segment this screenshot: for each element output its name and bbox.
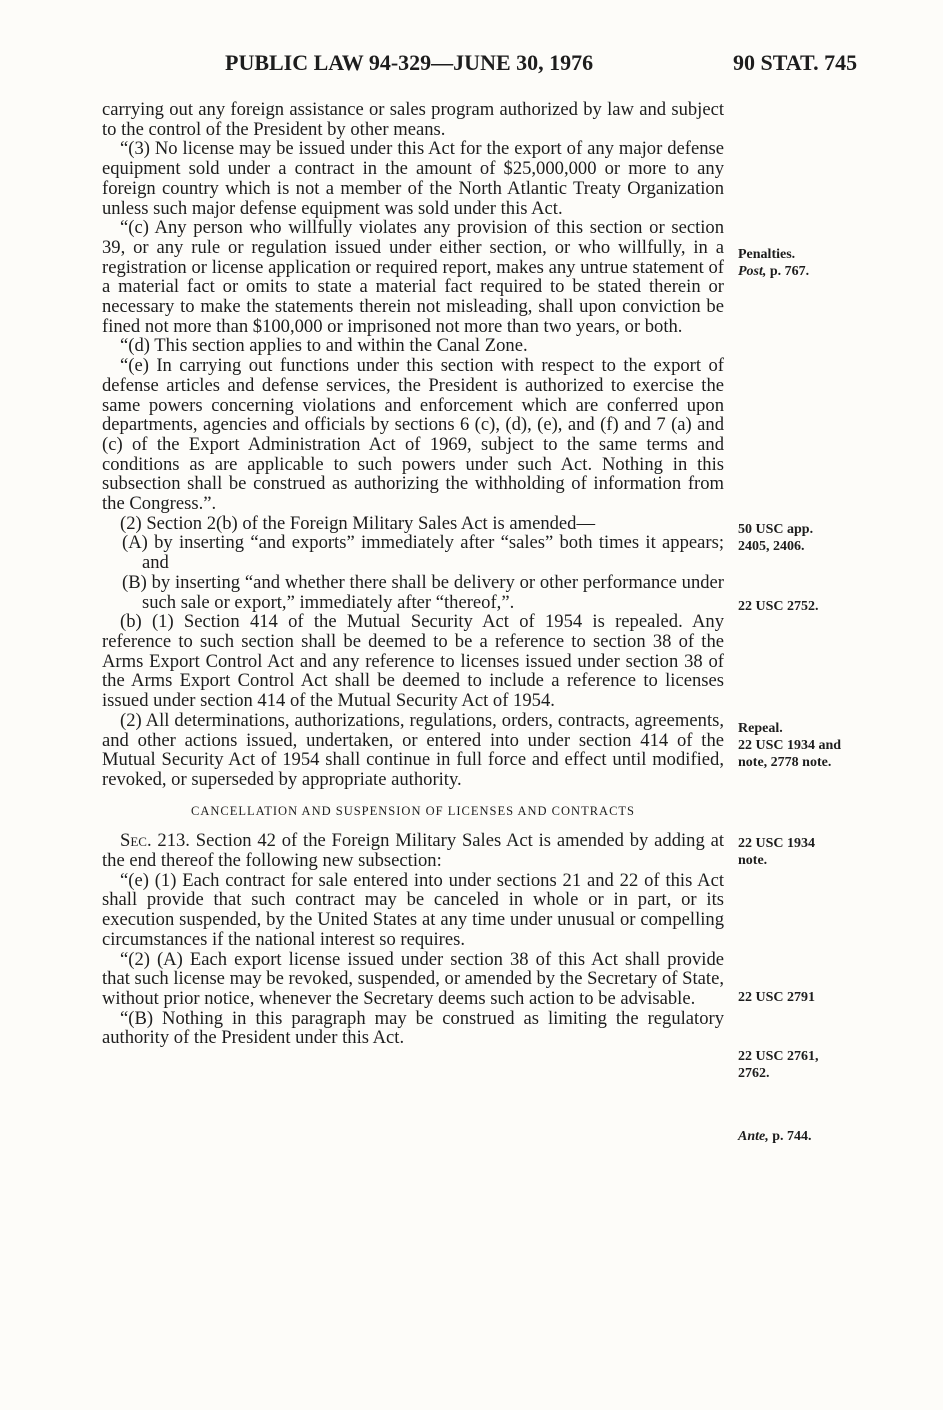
paragraph: “(e) (1) Each contract for sale entered into under sections 21 and 22 of this Act shall provide that such contract may be canceled in whole or in part, or its execution suspended, by the United States at any time under unusual or compelling circumstances if the national interest so requires. — [102, 869, 724, 950]
paragraph — [102, 831, 724, 870]
paragraph: “(3) No license may be issued under this Act for the export of any major defense equipment sold under a contract in the amount of $25,000,000 or more to any foreign country which is not a member of the North Atlantic Treaty Organization unless such major defense equipment was sold under this Act. — [102, 138, 724, 219]
section-label: Sec. 213. — [120, 830, 190, 852]
margin-note-usc-2791: 22 USC 2791 — [738, 990, 816, 1005]
paragraph: “(d) This section applies to and within the Canal Zone. — [120, 335, 528, 357]
paragraph: “(2) (A) Each export license issued under section 38 of this Act shall provide that such license may be revoked, suspended, or amended by the Secretary of State, without prior notice, whenever the Secretary deems such action to be advisable. — [102, 948, 724, 1009]
paragraph: “(B) Nothing in this paragraph may be construed as limiting the regulatory authority of the President under this Act. — [102, 1007, 724, 1049]
paragraph: carrying out any foreign assistance or sales program authorized by law and subject to the control of the President by other means. — [102, 99, 724, 140]
margin-note-usc-2752: 22 USC 2752. — [738, 599, 819, 614]
page-header — [0, 50, 943, 80]
margin-note-repeal: Repeal. 22 USC 1934 and note, 2778 note. — [738, 721, 842, 770]
header-title: PUBLIC LAW 94-329—JUNE 30, 1976 — [225, 50, 594, 75]
section-text: Section 42 of the Foreign Military Sales Act is amended by adding at the end thereof the following new subsection: — [102, 830, 724, 872]
section-heading: CANCELLATION AND SUSPENSION OF LICENSES AND CONTRACTS — [190, 803, 635, 818]
header-page-number: 90 STAT. 745 — [733, 50, 858, 75]
paragraph: (A) by inserting “and exports” immediately after “sales” both times it appears; and — [122, 532, 724, 574]
paragraph: (b) (1) Section 414 of the Mutual Security Act of 1954 is repealed. Any reference to such section shall be deemed to be a reference to section 38 of the Arms Export Control Act and any reference to licenses issued under section 38 of the Arms Export Control Act shall be deemed to include a reference to licenses issued under section 414 of the Mutual Security Act of 1954. — [102, 611, 724, 712]
body-text — [102, 100, 724, 1048]
paragraph: “(c) Any person who willfully violates any provision of this section or section 39, or any rule or regulation issued under either section, or who willfully, in a registration or license application or required report, makes any untrue statement of a material fact or omits to state a material fact required to be stated therein or necessary to make the statements therein not misleading, shall upon conviction be fined not more than $100,000 or imprisoned not more than two years, or both. — [102, 217, 724, 337]
margin-note-usc-1934: 22 USC 1934 note. — [738, 836, 816, 868]
paragraph: “(e) In carrying out functions under this section with respect to the export of defense articles and defense services, the President is authorized to exercise the same powers concerning violations and enforcement which are conferred upon departments, agencies and officials by sections 6 (c), (d), (e), and (f) and 7 (a) and (c) of the Export Administration Act of 1969, subject to the same terms and conditions as are applicable to such powers under such Act. Nothing in this subsection shall be construed as authorizing the withholding of information from the Congress.”. — [102, 355, 724, 515]
paragraph: (2) Section 2(b) of the Foreign Military Sales Act is amended— — [120, 512, 596, 534]
margin-note-usc-2761: 22 USC 2761, 2762. — [738, 1049, 819, 1081]
margin-note-penalties: Penalties. Post, p. 767. — [738, 247, 810, 279]
margin-note-usc-2405: 50 USC app. 2405, 2406. — [738, 522, 814, 554]
paragraph: (2) All determinations, authorizations, regulations, orders, contracts, agreements, and other actions issued, undertaken, or entered into under section 414 of the Mutual Security Act of 1954 shall continue in full force and effect until modified, revoked, or superseded by appropriate authority. — [102, 709, 724, 790]
margin-note-ante: Ante, p. 744. — [738, 1129, 812, 1144]
paragraph: (B) by inserting “and whether there shall be delivery or other performance under such sale or export,” immediately after “thereof,”. — [122, 571, 724, 613]
